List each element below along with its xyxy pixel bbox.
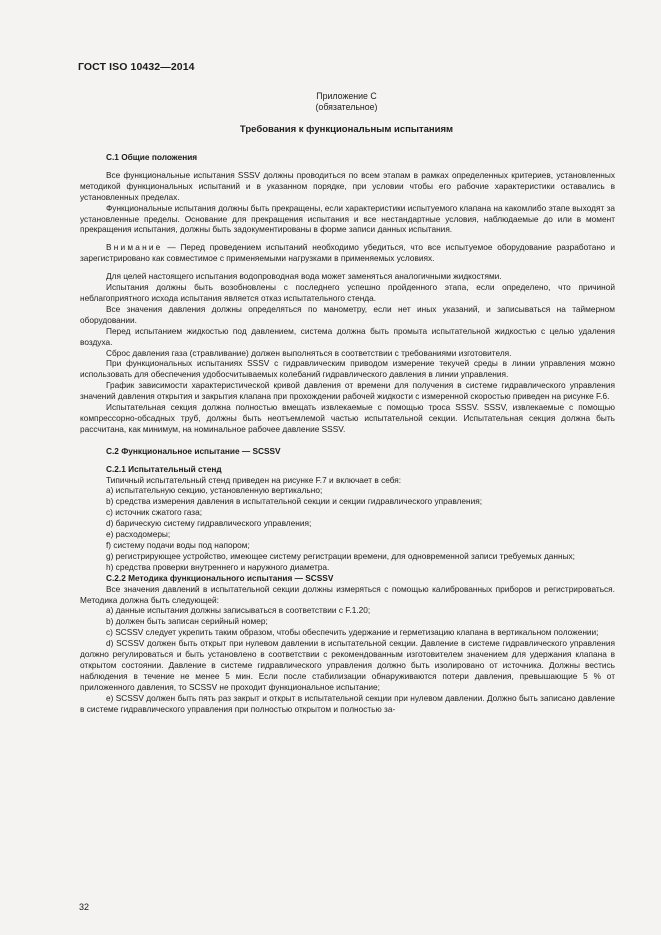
list-item: f) систему подачи воды под напором; [106,540,250,550]
paragraph: Все значения давления должны определяться по манометру, если нет иных указаний, и записываться на таймерном оборудовании. [80,303,615,325]
subsection-heading: С.2.1 Испытательный стенд [106,463,222,474]
list-item: e) расходомеры; [106,529,171,540]
note [80,242,615,264]
paragraph: При функциональных испытаниях SSSV с гидравлическим приводом измерение текучей среды в линии управления можно использовать для обеспечения удобосчитываемых колебаний гидравлического давления в линии управления. [80,358,615,380]
list-item: c) источник сжатого газа; [106,507,203,518]
paragraph: Перед испытанием жидкостью под давлением, система должна быть промыта испытательной жидкостью с целью удаления воздуха. [80,325,615,347]
list-item: d) SCSSV должен быть открыт при нулевом давлении в испытательной секции. Давление в системе гидравлического управления должно регулироваться и быть установлено в соответствии с рекомендованным изготовителем значением для удержания клапана в открытом состоянии. Давление в системе гидравлического управления должно быть изолировано от источника. Должны вестись наблюдения в течение не менее 5 мин. Если после стабилизации обнаруживаются потери давления, превышающие 5 % от приложенного давления, то SCSSV не проходит функциональное испытание; [80,638,615,692]
list-item: c) SCSSV следует укрепить таким образом, чтобы обеспечить удержание и герметизацию клапана в вертикальном положении; [106,627,599,638]
list-item: g) регистрирующее устройство, имеющее систему регистрации времени, для одновременной записи требуемых данных; [106,550,575,561]
paragraph: Все значения давлений в испытательной секции должны измеряться с помощью калиброванных приборов и регистрироваться. Методика должна быть следующей: [80,583,615,605]
section-heading: С.1 Общие положения [106,152,198,162]
standard-header: ГОСТ ISO 10432—2014 [78,61,195,73]
paragraph: Для целей настоящего испытания водопроводная вода может заменяться аналогичными жидкостями. [106,271,502,282]
body-text [80,152,615,715]
annex-status: (обязательное) [315,102,378,112]
annex-label: Приложение С [316,91,377,101]
subsection-heading: С.2.2 Методика функционального испытания — SCSSV [106,572,334,583]
list-item: a) испытательную секцию, установленную вертикально; [106,485,323,496]
paragraph: Типичный испытательный стенд приведен на рисунке F.7 и включает в себя: [106,474,402,485]
paragraph: Испытания должны быть возобновлены с последнего успешно пройденного этапа, если определено, что причиной неблагоприятного исхода испытания является отказ испытательного стенда. [80,282,615,303]
list-item: e) SCSSV должен быть пять раз закрыт и открыт в испытательной секции при нулевом давлении. Должно быть записано давление в системе гидравлического управления при полностью открытом и полностью за- [80,692,615,714]
paragraph: Функциональные испытания должны быть прекращены, если характеристики испытуемого клапана на какомлибо этапе выходят за установленные пределы. Основание для прекращения испытания и все нестандартные условия, наблюдаемые до или в момент прекращения испытания, должны быть задокументированы в форме записи данных испытания. [80,202,615,235]
page-number: 32 [79,902,90,912]
list-item: b) должен быть записан серийный номер; [106,616,268,627]
list-item: b) средства измерения давления в испытательной секции и секции гидравлического управления; [106,496,483,507]
paragraph: Все функциональные испытания SSSV должны проводиться по всем этапам в рамках определенных критериев, установленных методикой функциональных испытаний и в указанном порядке, при условии чтобы его рабочие характеристики оставались в установленных пределах. [80,169,615,202]
paragraph: График зависимости характеристической кривой давления от времени для получения в системе гидравлического управления значений давления открытия и закрытия клапана при прохождении рабочей жидкости с измеренной скоростью приведен на рисунке F.6. [80,380,615,402]
list-item: h) средства проверки внутреннего и наружного диаметра. [106,561,330,572]
list-item: a) данные испытания должны записываться в соответствии с F.1.20; [106,605,371,616]
note-label: Внимание [106,242,163,253]
note-text: — Перед проведением испытаний необходимо убедиться, что все испытуемое оборудование разработано и зарегистрировано как совместимое с применяемыми нагрузками в применяемых условиях. [80,242,615,264]
paragraph: Сброс давления газа (стравливание) должен выполняться в соответствии с требованиями изготовителя. [106,347,512,358]
annex-title: Требования к функциональным испытаниям [239,124,454,135]
section-heading: С.2 Функциональное испытание — SCSSV [106,445,281,456]
list-item: d) барическую систему гидравлического управления; [106,518,312,529]
paragraph: Испытательная секция должна полностью вмещать извлекаемые с помощью троса SSSV. SSSV, извлекаемые с помощью компрессорно-обсадных труб, должны быть неотъемлемой частью испытательной секции. Испытательная секция должна быть рассчитана, как минимум, на номинальное рабочее давление SSSV. [80,402,615,434]
